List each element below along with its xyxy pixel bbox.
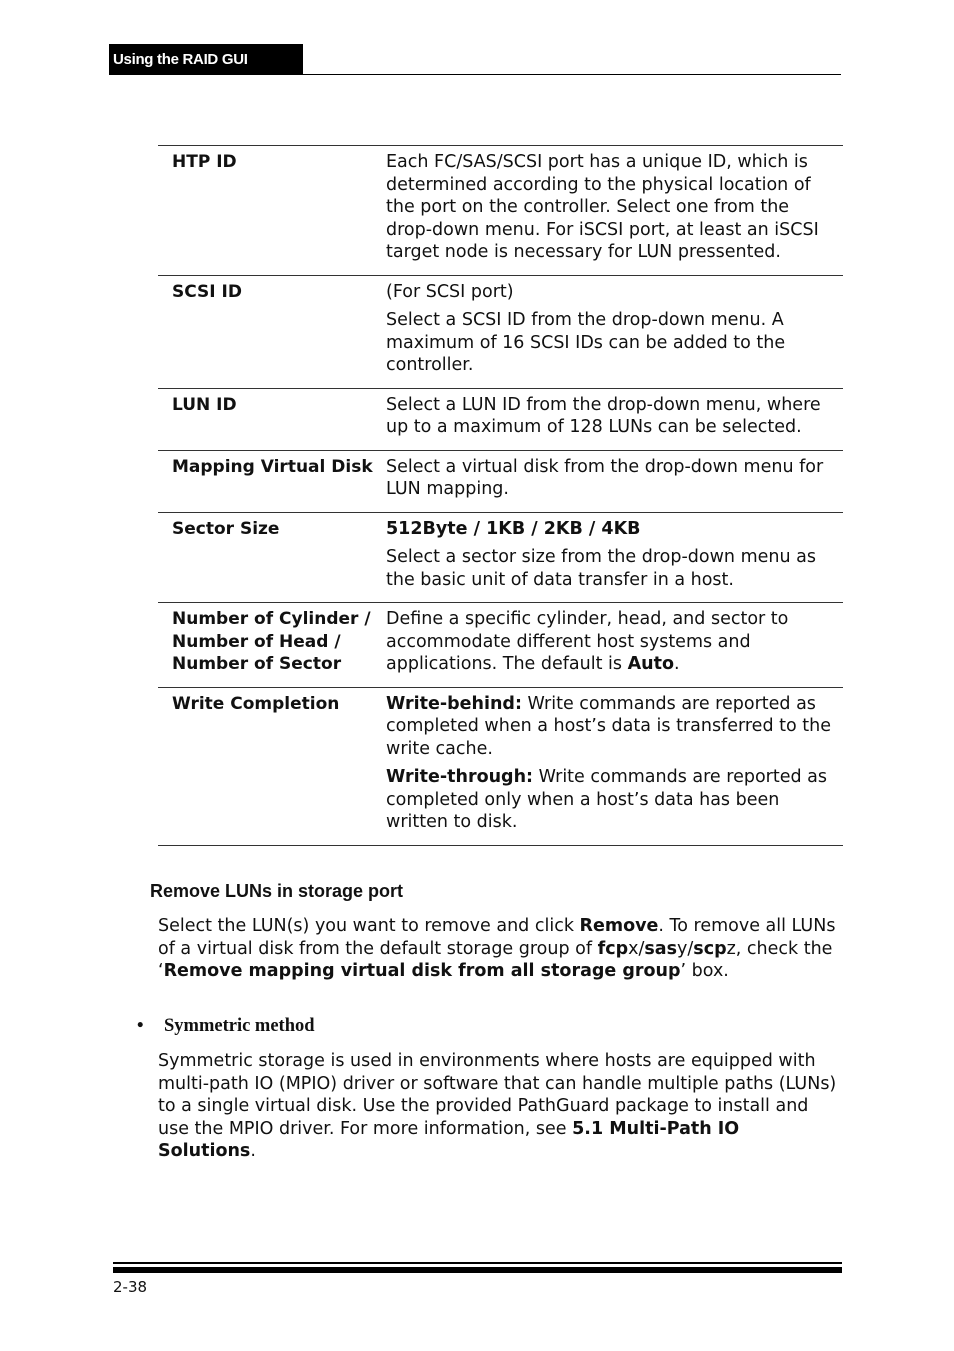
- heading-text: Symmetric method: [164, 1016, 315, 1036]
- parameter-description: [386, 151, 843, 264]
- text: .: [250, 1141, 256, 1161]
- text: Symmetric storage is used in environments where hosts are equipped with multi-path IO (MPIO) driver or software that can handle multiple paths (LUNs) to a single virtual disk. Use the provided PathGuard package to install and use the MPIO driver. For more information, see: [158, 1051, 837, 1139]
- page-number: 2-38: [113, 1278, 148, 1296]
- description-text: (For SCSI port): [386, 281, 514, 302]
- table-row: [158, 451, 843, 513]
- description-text: Write commands are reported as completed when a host’s data is transferred to the write cache.: [386, 693, 831, 759]
- parameter-description: [386, 693, 843, 834]
- table-row: [158, 513, 843, 604]
- description-text: Select a virtual disk from the drop-down menu for LUN mapping.: [386, 456, 824, 499]
- footer-rule-thick: [113, 1267, 842, 1273]
- write-behind-label: Write-behind:: [386, 693, 522, 714]
- description-text: Select a sector size from the drop-down menu as the basic unit of data transfer in a host.: [386, 547, 816, 590]
- parameter-description: [386, 518, 843, 592]
- header-section-title: Using the RAID GUI: [109, 44, 303, 75]
- text: ’ box.: [680, 961, 729, 981]
- sector-size-options: 512Byte / 1KB / 2KB / 4KB: [386, 518, 641, 539]
- text: y/: [677, 938, 694, 959]
- write-through-label: Write-through:: [386, 767, 534, 787]
- parameter-description: [386, 456, 843, 501]
- parameter-name: HTP ID: [172, 152, 237, 172]
- description-text: Each FC/SAS/SCSI port has a unique ID, which is determined according to the physical location of the port on the controller. Select one from the drop-down menu. For iSCSI port, at least an iSCSI target node is necessary for LUN pressented.: [386, 152, 819, 262]
- text: Select the LUN(s) you want to remove and click: [158, 916, 580, 936]
- table-row: [158, 603, 843, 688]
- table-row: [158, 389, 843, 451]
- parameter-description: [386, 281, 843, 377]
- table-row: [158, 688, 843, 846]
- punctuation: .: [673, 654, 680, 674]
- description-text: Select a LUN ID from the drop-down menu, where up to a maximum of 128 LUNs can be selected.: [386, 394, 821, 437]
- header-rule: [109, 74, 841, 75]
- table-row: [158, 146, 843, 276]
- table-row: [158, 276, 843, 389]
- remove-term: Remove: [579, 916, 659, 936]
- description-text: Select a SCSI ID from the drop-down menu. A maximum of 16 SCSI IDs can be added to the controller.: [386, 310, 786, 375]
- parameter-name: LUN ID: [172, 394, 237, 415]
- footer-rule-thin: [113, 1262, 842, 1264]
- text: x/: [628, 938, 645, 959]
- remove-luns-heading: Remove LUNs in storage port: [150, 881, 404, 901]
- cross-reference: 5.1 Multi-Path IO Solutions: [158, 1118, 740, 1161]
- parameter-name: SCSI ID: [172, 281, 242, 302]
- default-value: Auto: [627, 654, 674, 674]
- checkbox-label-term: Remove mapping virtual disk from all storage group: [163, 961, 681, 981]
- text: . To remove all LUNs of a virtual disk from the default storage group of: [158, 916, 836, 959]
- scp-term: scp: [693, 938, 727, 959]
- text: z, check the ‘: [158, 938, 833, 981]
- parameter-table: [158, 145, 843, 846]
- symmetric-method-heading: [137, 1016, 315, 1037]
- parameter-description: [386, 394, 843, 439]
- parameter-name: Sector Size: [172, 518, 280, 539]
- remove-luns-paragraph: [158, 915, 842, 983]
- parameter-description: [386, 608, 843, 676]
- description-text: Define a specific cylinder, head, and sector to accommodate different host systems and applications. The default is: [386, 609, 789, 674]
- parameter-name: Write Completion: [172, 693, 340, 714]
- fcp-term: fcp: [597, 938, 629, 959]
- bullet-icon: •: [137, 1016, 144, 1036]
- parameter-name: Number of Cylinder / Number of Head / Number of Sector: [172, 609, 371, 674]
- symmetric-method-paragraph: [158, 1050, 842, 1163]
- description-text: Write commands are reported as completed only when a host’s data has been written to disk.: [386, 767, 827, 832]
- sas-term: sas: [644, 938, 678, 959]
- parameter-name: Mapping Virtual Disk: [172, 456, 373, 477]
